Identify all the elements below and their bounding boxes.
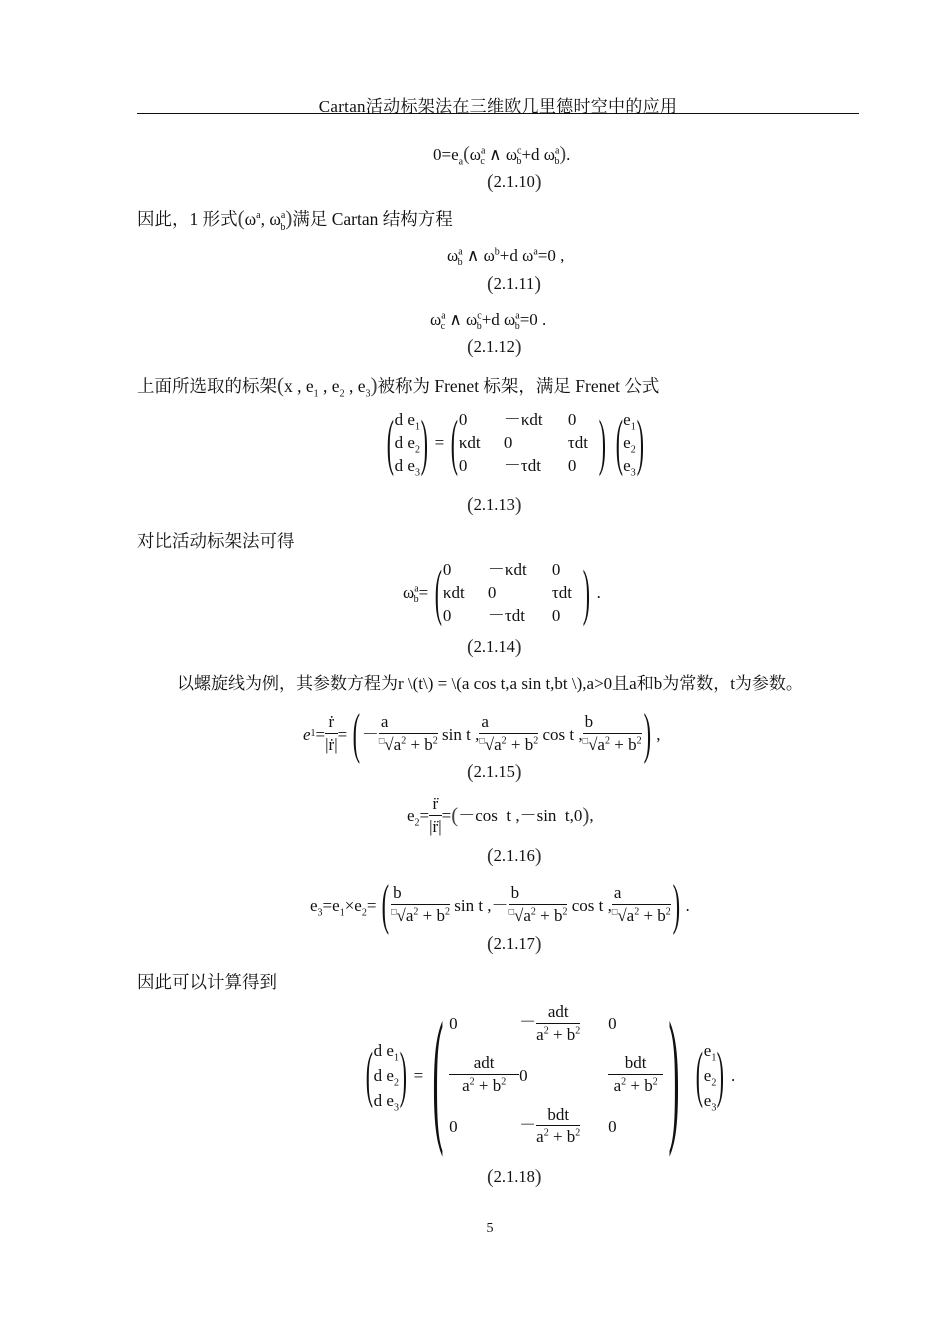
paragraph: 以螺旋线为例，其参数方程为r \(t\) = \(a cos t,a sin t,bt \),a>0且a和b为常数，t为参数。: [177, 674, 803, 693]
paragraph: 因此可以计算得到: [137, 972, 277, 992]
running-header: Cartan活动标架法在三维欧几里德时空中的应用: [318, 97, 678, 116]
equation-2-1-16: $e_2=$ $\frac{r̈}{|r̈|}$ = ( －cos t ,－sin t,0 ) ,: [407, 794, 594, 836]
page-number: 5: [486, 1221, 494, 1236]
equation-2-1-12: $\omega^a_c$ ∧ $\omega^c_b+d$ $\omega^a_b=0$ .: [430, 310, 547, 333]
equation-2-1-11: $\omega^a_b$ ∧ $\omega^b+d$ $\omega^a=0$ ,: [447, 246, 565, 269]
equation-number: (2.1.14): [467, 636, 522, 658]
equation-number: (2.1.15): [467, 761, 522, 783]
equation-number: (2.1.16): [487, 845, 542, 867]
equation-number: (2.1.13): [467, 494, 522, 516]
equation-number: (2.1.12): [467, 336, 522, 358]
equation-number: (2.1.10): [487, 171, 542, 193]
paragraph: 因此，1 形式($\omega^a$, $\omega^a_b$)满足 Cartan 结构方程: [137, 206, 453, 233]
equation-2-1-15: e 1 = $\frac{\text{ṙ}}{\text{|ṙ|}}$ = ( － $\frac{a}{^□√a^2 + b^2}$ sin t , $\frac{a}{^□√a^2 + b^2}$ cos t , $\frac{b}{^□√a^2 + b^2}$ ) ,: [303, 703, 661, 765]
equation-number: (2.1.17): [487, 933, 542, 955]
equation-2-1-17: $e_3=e_1\times e_2=$ ( $\frac{b}{^□√a^2 + b^2}$ sin t ,－ $\frac{b}{^□√a^2 + b^2}$ cos t , $\frac{a}{^□√a^2 + b^2}$ ) .: [310, 874, 690, 936]
paragraph: 上面所选取的标架(x , $e_1$ , $e_2$ , $e_3$)被称为 Frenet 标架，满足 Frenet 公式: [137, 373, 660, 400]
equation-2-1-10: $0=e_a(\omega^a_c$ ∧ $\omega^c_b+d$ $\omega^a_b$).: [433, 143, 571, 168]
equation-2-1-18: ( d $e_1$ d $e_2$ d $e_3$ ) = ( 0 － $\frac{\text{adt}}{a^2 + b^2}$ 0 $\frac{\text{adt}}{a^2 + b^2}$ 0 $\frac{\text{bdt}}{a^2 + b^2}$ 0 － $\frac{\text{bdt}}{a^2 + b^2}$ 0 ) ( $e_1$ $e_2$ $e_3$ ) .: [365, 992, 736, 1158]
equation-2-1-13: ( d $e_1$ d $e_2$ d $e_3$ ) = ( 0 －κdt 0 κdt 0 τdt 0 －τdt 0 ) ( $e_1$ $e_2$ $e_3$ ): [386, 408, 644, 479]
equation-number: (2.1.11): [487, 273, 541, 295]
equation-2-1-14: $\omega^a_b=$ ( 0 －κdt 0 κdt 0 τdt 0 －τdt 0 ) .: [403, 558, 601, 627]
header-rule: [137, 113, 859, 114]
paragraph: 对比活动标架法可得: [137, 531, 295, 551]
equation-number: (2.1.18): [487, 1166, 542, 1188]
frenet-matrix: 0 －κdt 0 κdt 0 τdt 0 －τdt 0: [458, 410, 588, 475]
